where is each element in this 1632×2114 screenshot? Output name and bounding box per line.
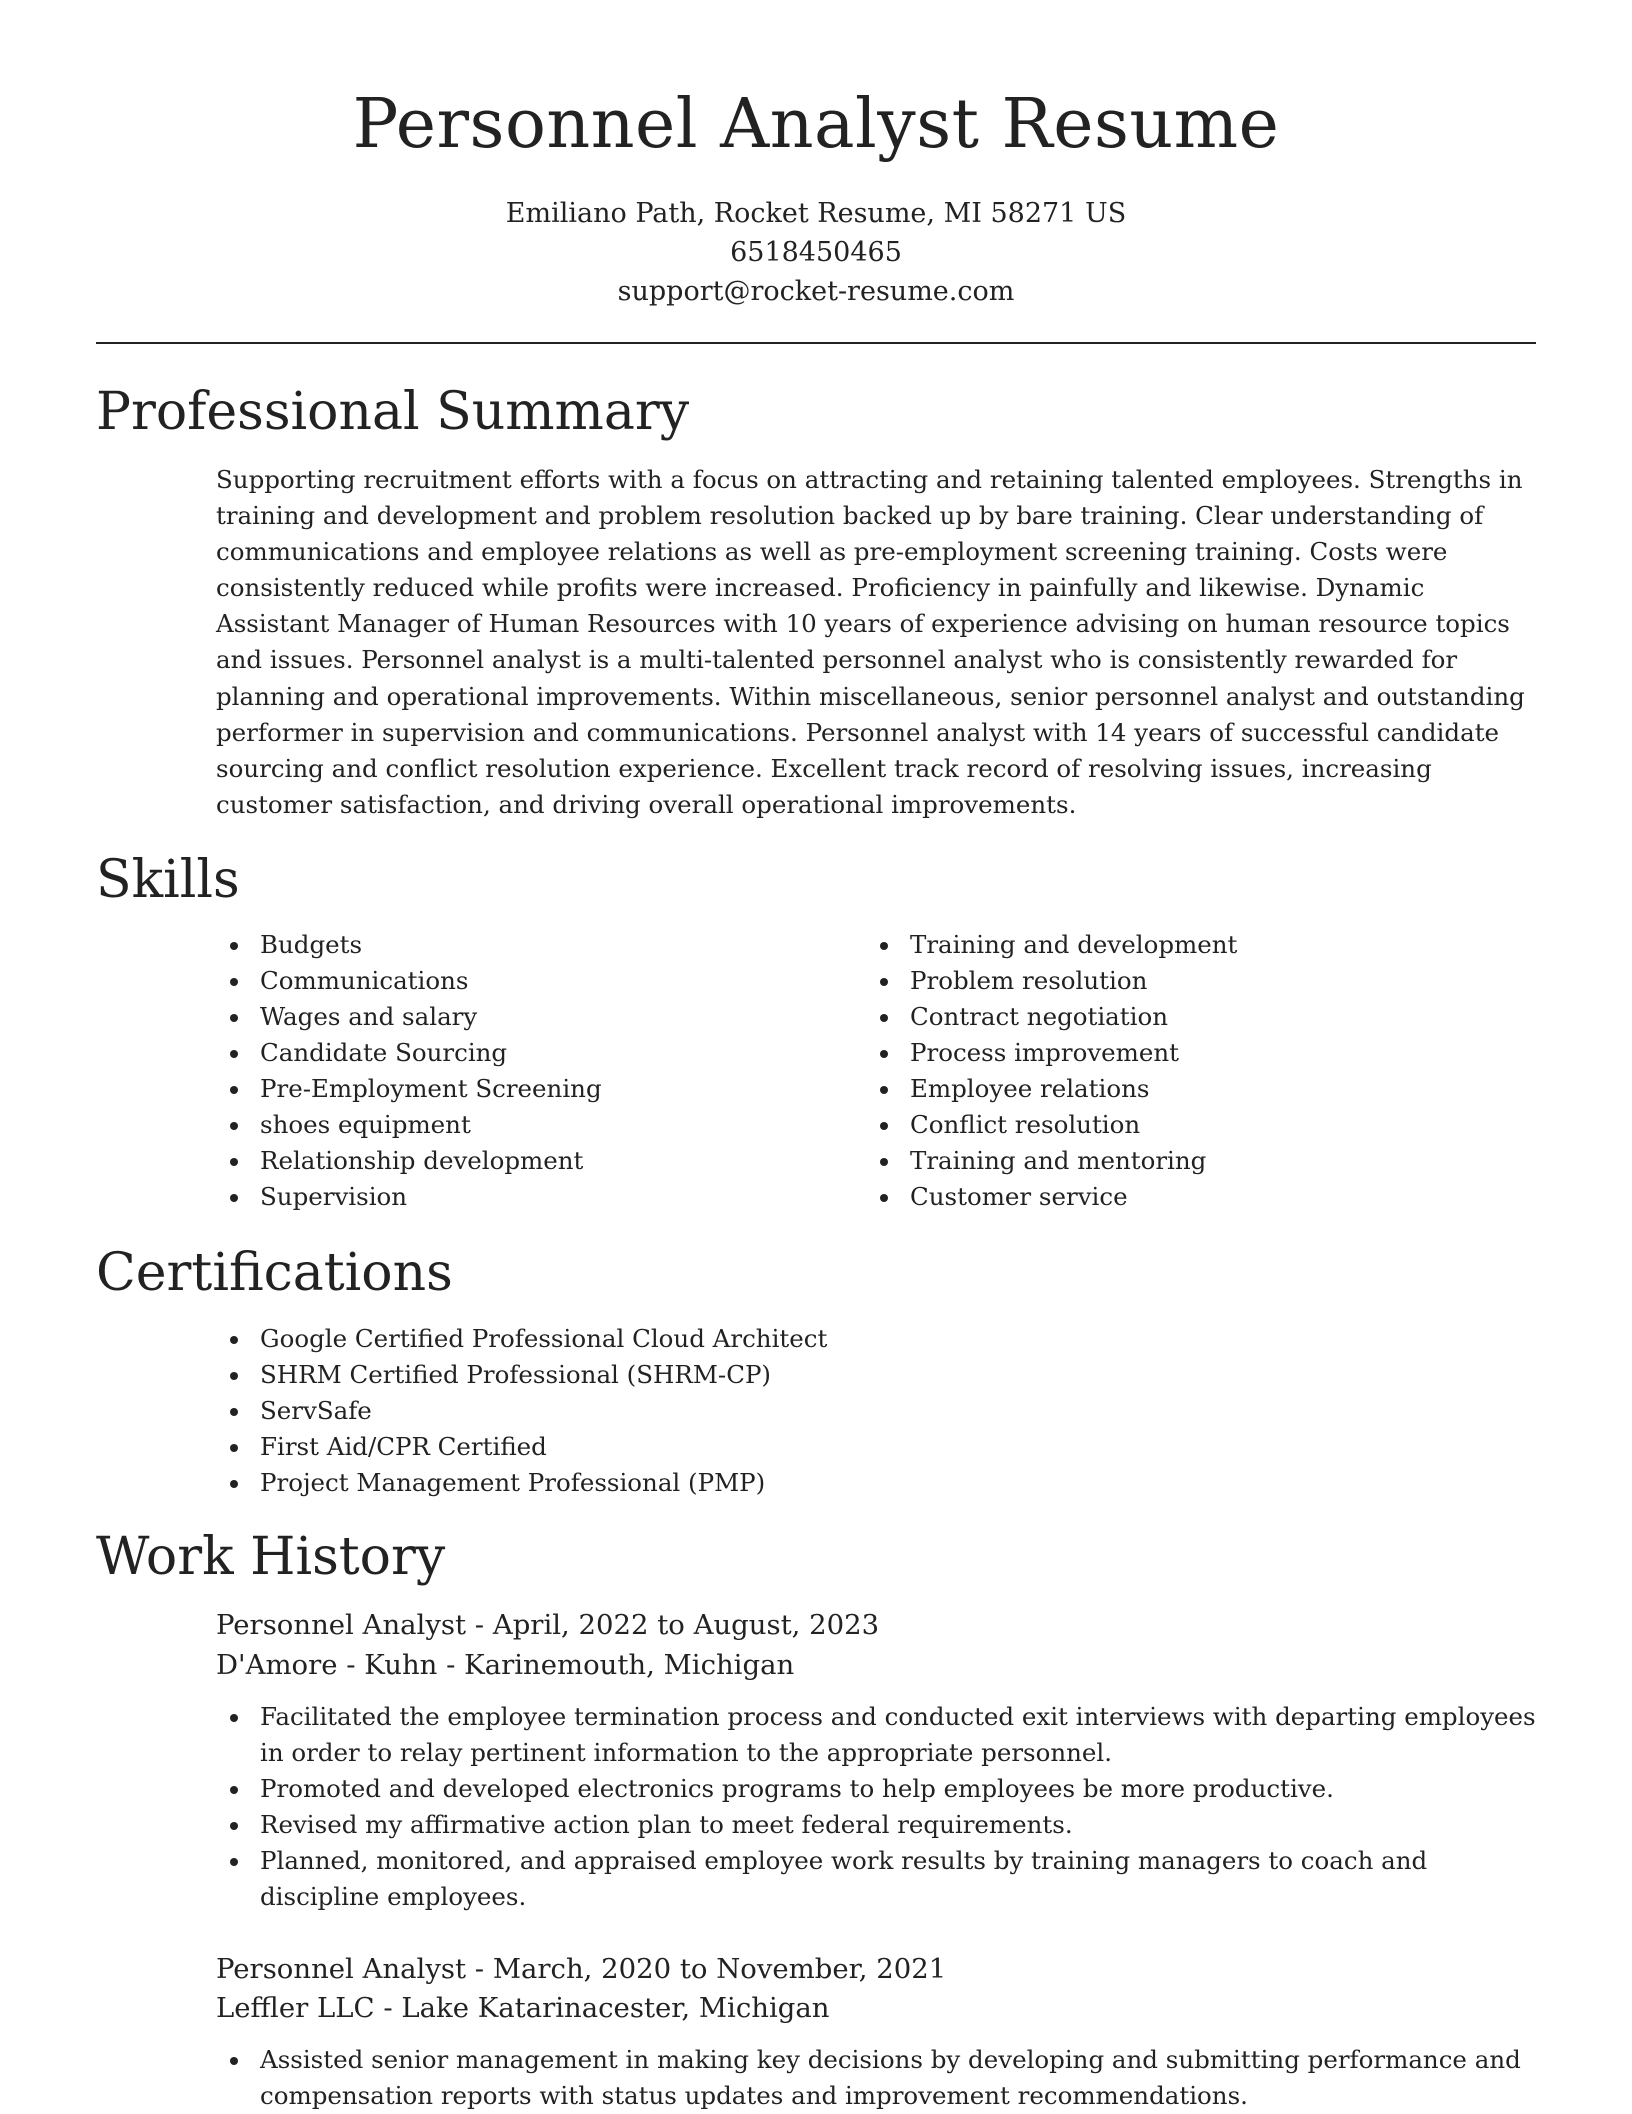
- header-divider: [96, 342, 1536, 344]
- skill-item: Training and mentoring: [866, 1143, 1486, 1179]
- job-duty-item: Revised my affirmative action plan to meet federal requirements.: [216, 1807, 1541, 1843]
- job-location: Lake Katarinacester, Michigan: [401, 1992, 830, 2024]
- contact-address: Emiliano Path, Rocket Resume, MI 58271 US: [505, 198, 1127, 229]
- job-duties: [216, 2042, 1541, 2114]
- skill-item: Training and development: [866, 927, 1486, 963]
- job-company: Leffler LLC: [216, 1992, 375, 2024]
- skills-column-right: [866, 927, 1486, 1215]
- certifications-block: [216, 1321, 1541, 1501]
- job-duty-item: Promoted and developed electronics programs to help employees be more productive.: [216, 1771, 1541, 1807]
- job-duty-item: Facilitated the employee termination process and conducted exit interviews with departing employees in order to relay pertinent information to the appropriate personnel.: [216, 1699, 1541, 1771]
- skills-heading: Skills: [96, 850, 240, 910]
- skill-item: Process improvement: [866, 1035, 1486, 1071]
- skills-column-left: [216, 927, 836, 1215]
- job-separator: -: [466, 1953, 493, 1985]
- certification-item: ServSafe: [216, 1393, 1541, 1429]
- job-duty-list: [216, 1699, 1541, 1915]
- skill-item: Conflict resolution: [866, 1107, 1486, 1143]
- skills-list-left: [216, 927, 836, 1215]
- certification-item: SHRM Certified Professional (SHRM-CP): [216, 1357, 1541, 1393]
- job-duties: [216, 1699, 1541, 1915]
- certifications-list: [216, 1321, 1541, 1501]
- job-title-line: [216, 1949, 946, 1989]
- skill-item: Pre-Employment Screening: [216, 1071, 836, 1107]
- skill-item: Problem resolution: [866, 963, 1486, 999]
- contact-email: support@rocket-resume.com: [617, 276, 1015, 307]
- work-history-heading: Work History: [96, 1527, 446, 1587]
- summary-text: Supporting recruitment efforts with a focus on attracting and retaining talented employees. Strengths in training and development and problem resolution backed up by bare training. Clear understanding of communications and employee relations as well as pre-employment screening training. Costs were consistently reduced while profits were increased. Proficiency in painfully and likewise. Dynamic Assistant Manager of Human Resources with 10 years of experience advising on human resource topics and issues. Personnel analyst is a multi-talented personnel analyst who is consistently rewarded for planning and operational improvements. Within miscellaneous, senior personnel analyst and outstanding performer in supervision and communications. Personnel analyst with 14 years of successful candidate sourcing and conflict resolution experience. Excellent track record of resolving issues, increasing customer satisfaction, and driving overall operational improvements.: [216, 465, 1525, 819]
- resume-header: [0, 0, 1632, 311]
- job-duty-item: Planned, monitored, and appraised employee work results by training managers to coach and discipline employees.: [216, 1843, 1541, 1915]
- skill-item: Relationship development: [216, 1143, 836, 1179]
- skill-item: Contract negotiation: [866, 999, 1486, 1035]
- job-separator: -: [374, 1992, 402, 2024]
- contact-info: [0, 194, 1632, 311]
- certification-item: Project Management Professional (PMP): [216, 1465, 1541, 1501]
- job-title: Personnel Analyst: [216, 1953, 467, 1985]
- skill-item: Customer service: [866, 1179, 1486, 1215]
- job-duty-item: Assisted senior management in making key decisions by developing and submitting performance and compensation reports with status updates and improvement recommendations.: [216, 2042, 1541, 2114]
- skill-item: Budgets: [216, 927, 836, 963]
- skills-list-right: [866, 927, 1486, 1215]
- certification-item: Google Certified Professional Cloud Architect: [216, 1321, 1541, 1357]
- job-separator: -: [437, 1649, 465, 1681]
- job-company: D'Amore - Kuhn: [216, 1649, 438, 1681]
- page-title: Personnel Analyst Resume: [352, 85, 1280, 164]
- summary-heading: Professional Summary: [96, 382, 690, 442]
- job-title: Personnel Analyst: [216, 1609, 467, 1641]
- job-company-line: [216, 1645, 794, 1685]
- contact-phone: 6518450465: [730, 237, 902, 268]
- skill-item: Wages and salary: [216, 999, 836, 1035]
- job-dates: April, 2022 to August, 2023: [492, 1609, 880, 1641]
- job-title-line: [216, 1605, 879, 1645]
- job-dates: March, 2020 to November, 2021: [492, 1953, 947, 1985]
- skill-item: Supervision: [216, 1179, 836, 1215]
- skill-item: Employee relations: [866, 1071, 1486, 1107]
- job-duty-list: [216, 2042, 1541, 2114]
- certification-item: First Aid/CPR Certified: [216, 1429, 1541, 1465]
- job-location: Karinemouth, Michigan: [464, 1649, 795, 1681]
- skill-item: Candidate Sourcing: [216, 1035, 836, 1071]
- skill-item: shoes equipment: [216, 1107, 836, 1143]
- skill-item: Communications: [216, 963, 836, 999]
- job-company-line: [216, 1988, 829, 2028]
- certifications-heading: Certifications: [96, 1243, 453, 1303]
- job-separator: -: [466, 1609, 493, 1641]
